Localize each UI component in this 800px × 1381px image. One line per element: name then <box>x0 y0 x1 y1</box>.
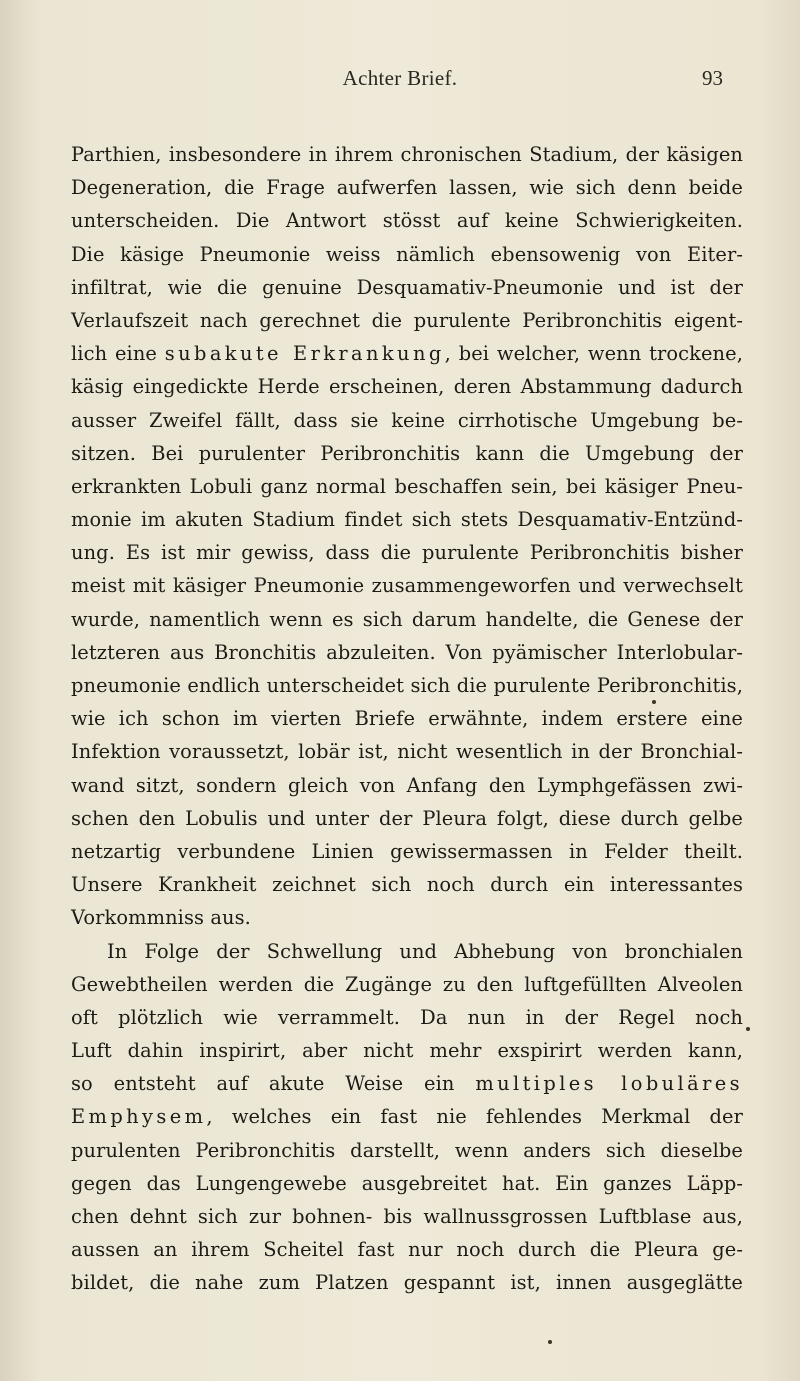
text-line: monie im akuten Stadium findet sich stets Desquamativ-Entzünd- <box>71 508 743 532</box>
text-run: so entsteht auf akute Weise ein <box>71 1072 476 1096</box>
text-line: meist mit käsiger Pneumonie zusammengeworfen und verwechselt <box>71 574 743 598</box>
text-line: oft plötzlich wie verrammelt. Da nun in der Regel noch <box>71 1005 743 1029</box>
text-line <box>71 1067 743 1100</box>
emphasized-text: Emphysem <box>71 1105 207 1129</box>
text-line: letzteren aus Bronchitis abzuleiten. Von pyämischer Interlobular- <box>71 640 743 664</box>
text-line: ausser Zweifel fällt, dass sie keine cirrhotische Umgebung be- <box>71 408 743 432</box>
text-line: wand sitzt, sondern gleich von Anfang den Lymphgefässen zwi- <box>71 773 743 797</box>
text-line: Verlaufszeit nach gerechnet die purulente Peribronchitis eigent- <box>71 308 743 332</box>
text-line: Parthien, insbesondere in ihrem chronischen Stadium, der käsigen <box>71 143 743 166</box>
emphasized-text: subakute Erkrankung <box>164 342 445 366</box>
text-line: sitzen. Bei purulenter Peribronchitis kann die Umgebung der <box>71 441 743 465</box>
text-run: , bei welcher, wenn trockene, <box>444 342 743 366</box>
text-line: Infektion voraussetzt, lobär ist, nicht wesentlich in der Bronchial- <box>71 740 743 764</box>
text-line: unterscheiden. Die Antwort stösst auf keine Schwierigkeiten. <box>71 209 743 233</box>
text-line: infiltrat, wie die genuine Desquamativ-Pneumonie und ist der <box>71 275 743 299</box>
text-line <box>71 1100 743 1133</box>
text-line: bildet, die nahe zum Platzen gespannt ist, innen ausgeglätte <box>71 1271 743 1295</box>
text-line: Luft dahin inspirirt, aber nicht mehr exspirirt werden kann, <box>71 1039 743 1063</box>
text-line: netzartig verbundene Linien gewissermassen in Felder theilt. <box>71 839 743 863</box>
text-line: schen den Lobulis und unter der Pleura folgt, diese durch gelbe <box>71 806 743 830</box>
print-speck <box>548 1340 552 1344</box>
page-number: 93 <box>702 66 723 90</box>
text-line: aussen an ihrem Scheitel fast nur noch durch die Pleura ge- <box>71 1238 743 1262</box>
text-line: gegen das Lungengewebe ausgebreitet hat. Ein ganzes Läpp- <box>71 1171 743 1195</box>
text-line: Unsere Krankheit zeichnet sich noch durch ein interessantes <box>71 873 743 897</box>
print-speck <box>746 1027 750 1031</box>
text-run: lich eine <box>71 342 165 366</box>
print-speck <box>652 700 656 704</box>
text-line: käsig eingedickte Herde erscheinen, deren Abstammung dadurch <box>71 375 743 399</box>
text-line: Vorkommniss aus. <box>71 906 251 930</box>
text-line: In Folge der Schwellung und Abhebung von bronchialen <box>107 939 743 963</box>
running-head: Achter Brief. <box>342 66 458 90</box>
text-run: , welches ein fast nie fehlendes Merkmal der <box>206 1105 743 1129</box>
body-text <box>71 138 743 1300</box>
text-line: purulenten Peribronchitis darstellt, wenn anders sich dieselbe <box>71 1138 743 1162</box>
text-line <box>71 337 743 370</box>
text-line: Die käsige Pneumonie weiss nämlich ebensowenig von Eiter- <box>71 242 743 266</box>
text-line: pneumonie endlich unterscheidet sich die purulente Peribronchitis, <box>71 674 743 697</box>
text-line: Degeneration, die Frage aufwerfen lassen, wie sich denn beide <box>71 176 743 200</box>
text-line: erkrankten Lobuli ganz normal beschaffen sein, bei käsiger Pneu- <box>71 474 743 498</box>
text-line: wurde, namentlich wenn es sich darum handelte, die Genese der <box>71 607 743 631</box>
text-line: ung. Es ist mir gewiss, dass die purulente Peribronchitis bisher <box>71 541 743 565</box>
text-line: chen dehnt sich zur bohnen- bis wallnussgrossen Luftblase aus, <box>71 1205 743 1228</box>
page-header <box>0 66 800 96</box>
text-line: Gewebtheilen werden die Zugänge zu den luftgefüllten Alveolen <box>71 972 743 996</box>
text-line: wie ich schon im vierten Briefe erwähnte, indem erstere eine <box>71 707 743 731</box>
emphasized-text: multiples lobuläres <box>475 1072 743 1096</box>
